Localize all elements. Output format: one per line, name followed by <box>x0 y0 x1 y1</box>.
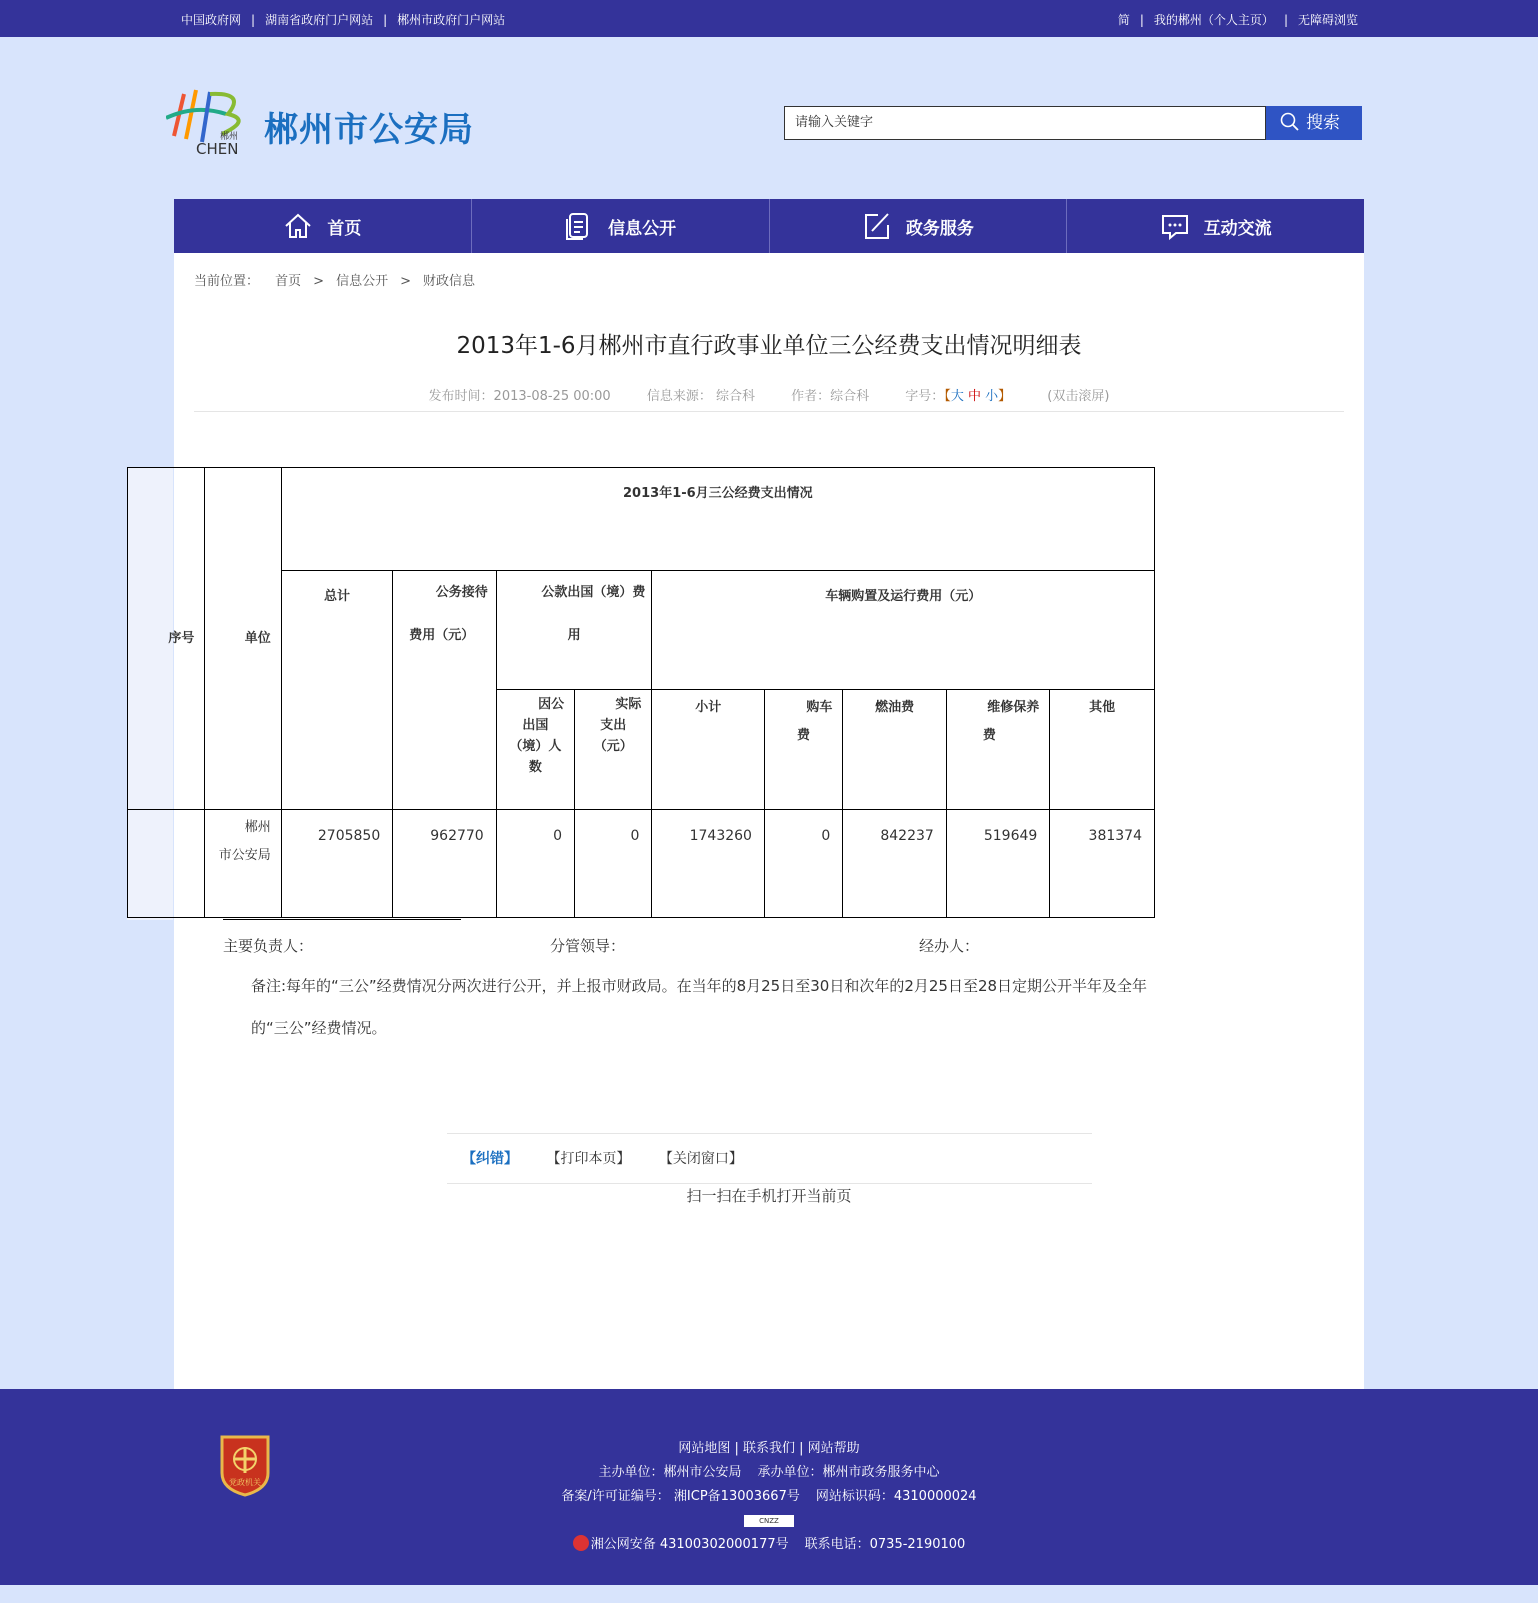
breadcrumb-home[interactable]: 首页 <box>275 274 302 289</box>
police-icon <box>573 1535 589 1551</box>
cnzz-line <box>0 1509 1538 1533</box>
divider: | <box>1139 13 1144 27</box>
header-abroad-people-1: 因公 <box>538 697 565 712</box>
footer <box>0 1389 1538 1585</box>
sign-handler: 经办人： <box>919 937 980 955</box>
nav-home-label: 首页 <box>327 218 362 239</box>
article-meta <box>174 385 1364 404</box>
divider <box>223 919 461 920</box>
cell-unit-2: 市公安局 <box>218 848 271 863</box>
info-source: 信息来源： 综合科 <box>646 389 755 404</box>
site-logo[interactable] <box>166 84 486 162</box>
author: 作者：综合科 <box>791 389 870 404</box>
footer-host-line <box>0 1461 1538 1485</box>
divider <box>447 1183 1092 1184</box>
logo-mark-en: CHEN <box>196 140 239 158</box>
header-seq: 序号 <box>128 468 205 810</box>
footer-info <box>0 1437 1538 1557</box>
link-my-chenzhou[interactable]: 我的郴州（个人主页） <box>1153 13 1274 27</box>
nav-interaction-label: 互动交流 <box>1203 218 1272 239</box>
header-reception-1: 公务接待 <box>435 585 488 600</box>
footer-links[interactable]: 网站地图 | 联系我们 | 网站帮助 <box>678 1441 860 1456</box>
article-title: 2013年1-6月郴州市直行政事业单位三公经费支出情况明细表 <box>456 333 1082 359</box>
print-button[interactable]: 【打印本页】 <box>546 1151 631 1167</box>
cell-abroad-people: 0 <box>496 810 574 918</box>
header-reception-2: 费用（元） <box>409 628 475 643</box>
edit-icon <box>862 211 892 241</box>
header-abroad-2: 用 <box>567 628 581 643</box>
header-abroad-actual-2: 支出 <box>600 718 627 733</box>
font-medium-button[interactable]: 中 <box>967 389 981 404</box>
cell-fuel: 842237 <box>843 810 946 918</box>
footer-site-id: 网站标识码：4310000024 <box>815 1489 977 1504</box>
header-abroad-actual-3: （元） <box>593 739 633 754</box>
cell-total: 2705850 <box>281 810 393 918</box>
nav-home[interactable] <box>174 199 472 253</box>
header-purchase-1: 购车 <box>806 700 833 715</box>
header-abroad-actual <box>575 690 652 810</box>
main-content <box>168 253 1364 1389</box>
expense-table <box>127 467 1155 918</box>
nav-services-label: 政务服务 <box>905 218 974 239</box>
correct-button[interactable]: 【纠错】 <box>462 1151 518 1167</box>
cell-unit <box>205 810 281 918</box>
bracket: 】 <box>998 389 1012 404</box>
cell-abroad-actual: 0 <box>575 810 652 918</box>
top-right-links <box>1118 11 1358 28</box>
search-input[interactable]: 请输入关键字 <box>784 106 1266 140</box>
publish-time: 发布时间：2013-08-25 00:00 <box>428 389 611 404</box>
cell-unit-1: 郴州 <box>244 820 271 835</box>
chat-icon <box>1160 211 1190 241</box>
header-repair-1: 维修保养 <box>987 700 1040 715</box>
cell-seq <box>128 810 205 918</box>
header-vehicle: 车辆购置及运行费用（元） <box>652 571 1155 690</box>
bottom-strip <box>0 1585 1538 1603</box>
top-left-links <box>181 11 505 28</box>
cell-subtotal: 1743260 <box>652 810 765 918</box>
search-icon <box>1280 112 1300 132</box>
badge-text: 党政机关 <box>229 1478 261 1487</box>
table-row <box>128 810 1155 918</box>
link-chenzhou-gov[interactable]: 郴州市政府门户网站 <box>397 13 506 27</box>
header-abroad-people-4: 数 <box>528 760 542 775</box>
footer-police-line <box>0 1533 1538 1557</box>
footer-organizer: 承办单位：郴州市政务服务中心 <box>757 1465 940 1480</box>
header-abroad <box>496 571 652 690</box>
search-button[interactable] <box>1266 106 1362 140</box>
qr-caption: 扫一扫在手机打开当前页 <box>686 1187 852 1205</box>
footer-icp[interactable]: 备案/许可证编号： 湘ICP备13003667号 <box>561 1489 800 1504</box>
divider: | <box>251 13 256 27</box>
footer-phone: 联系电话：0735-2190100 <box>804 1537 966 1552</box>
footer-police-record[interactable]: 湘公网安备 43100302000177号 <box>590 1537 789 1552</box>
article-actions <box>462 1148 767 1168</box>
chenzhou-logo-icon <box>166 84 252 162</box>
document-icon <box>564 211 594 241</box>
breadcrumb <box>194 270 475 289</box>
divider: | <box>1283 13 1288 27</box>
divider <box>447 1133 1092 1134</box>
cnzz-badge[interactable]: CNZZ <box>744 1515 794 1527</box>
bracket: 【 <box>944 389 951 404</box>
nav-info-public[interactable] <box>472 199 770 253</box>
header-abroad-actual-1: 实际 <box>615 697 642 712</box>
header-abroad-1: 公款出国（境）费 <box>541 585 646 600</box>
header-total: 总计 <box>281 571 393 810</box>
link-china-gov[interactable]: 中国政府网 <box>181 13 242 27</box>
nav-services[interactable] <box>770 199 1068 253</box>
footer-icp-line <box>0 1485 1538 1509</box>
search-bar <box>784 106 1362 140</box>
header-abroad-people-3: （境）人 <box>509 739 562 754</box>
breadcrumb-label: 当前位置： <box>194 274 260 289</box>
header-abroad-people <box>496 690 574 810</box>
search-button-label: 搜索 <box>1306 113 1340 133</box>
cell-purchase: 0 <box>764 810 842 918</box>
footer-host: 主办单位：郴州市公安局 <box>598 1465 742 1480</box>
cell-repair: 519649 <box>946 810 1049 918</box>
divider <box>194 411 1344 412</box>
header-purchase-2: 费 <box>796 728 810 743</box>
cell-other: 381374 <box>1050 810 1155 918</box>
site-title: 郴州市公安局 <box>264 110 474 150</box>
link-accessibility[interactable]: 无障碍浏览 <box>1297 13 1358 27</box>
note-text: 备注:每年的“三公”经费情况分两次进行公开，并上报市财政局。在当年的8月25日至30日和次年的2月25日至28日定期公开半年及全年的“三公”经费情况。 <box>251 977 1148 1037</box>
header-repair <box>946 690 1049 810</box>
font-small-button[interactable]: 小 <box>985 389 999 404</box>
header-group-title: 2013年1-6月三公经费支出情况 <box>281 468 1154 571</box>
header-reception <box>393 571 496 810</box>
header-fuel: 燃油费 <box>843 690 946 810</box>
header-abroad-people-2: 出国 <box>522 718 549 733</box>
breadcrumb-sep: > <box>400 274 411 289</box>
signatures <box>223 935 980 956</box>
breadcrumb-sep: > <box>313 274 325 289</box>
nav-interaction[interactable] <box>1067 199 1364 253</box>
header-subtotal: 小计 <box>652 690 765 810</box>
main-nav <box>174 199 1364 253</box>
top-bar <box>0 0 1538 37</box>
sign-leader: 分管领导： <box>550 937 626 955</box>
close-window-button[interactable]: 【关闭窗口】 <box>658 1151 743 1167</box>
divider: | <box>383 13 388 27</box>
header-repair-2: 费 <box>982 728 996 743</box>
header-purchase <box>764 690 842 810</box>
font-large-button[interactable]: 大 <box>950 389 964 404</box>
link-simplified[interactable]: 简 <box>1117 13 1130 27</box>
breadcrumb-info-public[interactable]: 信息公开 <box>336 274 389 289</box>
font-size-label: 字号： <box>905 389 945 404</box>
header-other: 其他 <box>1050 690 1155 810</box>
nav-info-public-label: 信息公开 <box>608 218 677 239</box>
logo-mark-cn: 郴州 <box>220 132 239 142</box>
double-click-scroll[interactable]: (双击滚屏) <box>1047 389 1110 404</box>
link-hunan-gov[interactable]: 湖南省政府门户网站 <box>265 13 374 27</box>
header-unit: 单位 <box>205 468 281 810</box>
sign-chief: 主要负责人： <box>223 937 314 955</box>
cell-reception: 962770 <box>393 810 496 918</box>
home-icon <box>283 211 313 241</box>
breadcrumb-finance[interactable]: 财政信息 <box>423 274 476 289</box>
font-size-control <box>905 389 1015 404</box>
